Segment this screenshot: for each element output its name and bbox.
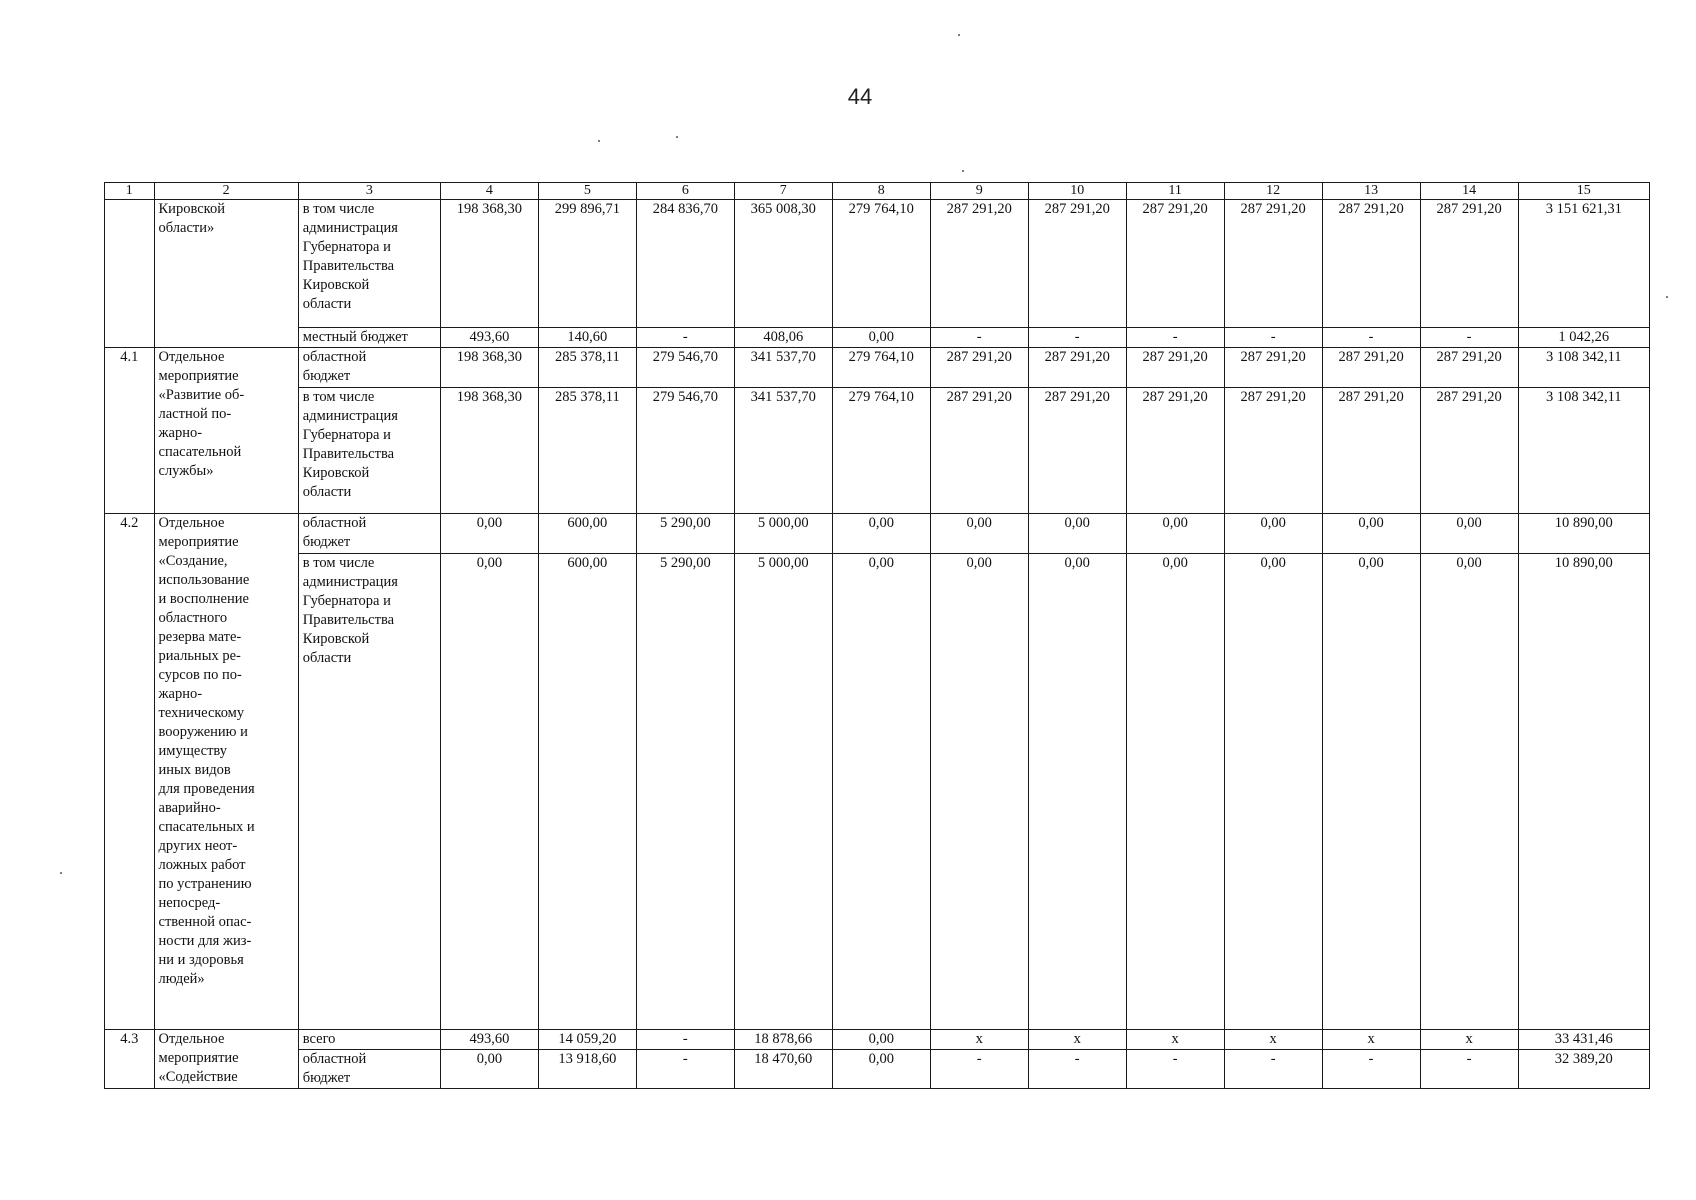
value-cell: 279 764,10 <box>832 348 930 388</box>
value-cell: 0,00 <box>1028 514 1126 554</box>
description-line: жарно- <box>158 686 203 702</box>
value-cell: x <box>1224 1030 1322 1050</box>
value-cell: - <box>636 328 734 348</box>
value-cell: 0,00 <box>440 1050 538 1089</box>
value-cell: 5 000,00 <box>734 514 832 554</box>
col-header: 4 <box>440 183 538 200</box>
description-line: риальных ре- <box>158 648 241 664</box>
value-cell: 287 291,20 <box>1420 388 1518 514</box>
funding-source-line: области <box>302 650 352 666</box>
funding-source-line: Кировской <box>302 631 370 647</box>
value-cell: 0,00 <box>930 514 1028 554</box>
value-cell: 0,00 <box>832 1050 930 1089</box>
value-cell: - <box>930 1050 1028 1089</box>
table-row <box>105 328 1650 348</box>
value-cell: 285 378,11 <box>538 388 636 514</box>
funding-source-line: бюджет <box>302 1070 351 1086</box>
funding-source-line: областной <box>302 1051 367 1067</box>
col-header: 6 <box>636 183 734 200</box>
value-cell: - <box>1322 1050 1420 1089</box>
col-header: 14 <box>1420 183 1518 200</box>
funding-source-cell <box>298 328 440 348</box>
description-line: иных видов <box>158 762 231 778</box>
value-cell: 14 059,20 <box>538 1030 636 1050</box>
value-cell: - <box>636 1030 734 1050</box>
value-cell: 365 008,30 <box>734 200 832 328</box>
description-line: для проведения <box>158 781 255 797</box>
value-cell: 287 291,20 <box>1224 200 1322 328</box>
table-row <box>105 554 1650 1030</box>
value-cell: 3 108 342,11 <box>1518 388 1649 514</box>
description-line: спасательной <box>158 444 242 460</box>
item-number-cell: 4.3 <box>105 1030 155 1089</box>
item-description-cell <box>154 514 298 1030</box>
description-line: и восполнение <box>158 591 249 607</box>
value-cell: 287 291,20 <box>930 200 1028 328</box>
description-line: ственной опас- <box>158 914 252 930</box>
funding-source-line: области <box>302 296 352 312</box>
value-cell: 287 291,20 <box>1126 348 1224 388</box>
funding-source-line: администрация <box>302 574 398 590</box>
value-cell: 408,06 <box>734 328 832 348</box>
value-cell: 279 546,70 <box>636 348 734 388</box>
funding-source-line: Кировской <box>302 277 370 293</box>
value-cell: 0,00 <box>1224 554 1322 1030</box>
value-cell: 0,00 <box>1126 514 1224 554</box>
funding-source-line: администрация <box>302 408 398 424</box>
value-cell: 1 042,26 <box>1518 328 1649 348</box>
value-cell: 13 918,60 <box>538 1050 636 1089</box>
value-cell: 341 537,70 <box>734 348 832 388</box>
value-cell: - <box>1126 1050 1224 1089</box>
description-line: «Развитие об- <box>158 387 245 403</box>
value-cell: 279 764,10 <box>832 388 930 514</box>
value-cell: - <box>1224 328 1322 348</box>
description-line: Отдельное <box>158 349 225 365</box>
funding-source-line: администрация <box>302 220 398 236</box>
value-cell: - <box>1028 1050 1126 1089</box>
value-cell: 0,00 <box>832 1030 930 1050</box>
funding-source-line: в том числе <box>302 555 375 571</box>
col-header: 13 <box>1322 183 1420 200</box>
value-cell: 33 431,46 <box>1518 1030 1649 1050</box>
funding-source-line: областной <box>302 515 367 531</box>
value-cell: 32 389,20 <box>1518 1050 1649 1089</box>
value-cell: - <box>930 328 1028 348</box>
description-line: ни и здоровья <box>158 952 244 968</box>
col-header: 9 <box>930 183 1028 200</box>
description-line: Кировской <box>158 201 225 217</box>
description-line: службы» <box>158 463 214 479</box>
col-header: 11 <box>1126 183 1224 200</box>
value-cell: 287 291,20 <box>1126 388 1224 514</box>
value-cell: 5 290,00 <box>636 554 734 1030</box>
scan-speck <box>60 872 62 874</box>
value-cell: 287 291,20 <box>930 348 1028 388</box>
value-cell: 279 764,10 <box>832 200 930 328</box>
col-header: 3 <box>298 183 440 200</box>
value-cell: 0,00 <box>832 328 930 348</box>
value-cell: 287 291,20 <box>1420 348 1518 388</box>
funding-source-line: в том числе <box>302 389 375 405</box>
funding-source-line: Правительства <box>302 446 395 462</box>
table-row <box>105 200 1650 328</box>
funding-source-line: всего <box>302 1031 336 1047</box>
value-cell: 0,00 <box>1420 514 1518 554</box>
description-line: жарно- <box>158 425 203 441</box>
value-cell: - <box>1224 1050 1322 1089</box>
col-header: 10 <box>1028 183 1126 200</box>
funding-source-line: Губернатора и <box>302 239 391 255</box>
value-cell: - <box>1420 1050 1518 1089</box>
value-cell: 0,00 <box>832 514 930 554</box>
table-row <box>105 388 1650 514</box>
funding-source-line: в том числе <box>302 201 375 217</box>
table-row <box>105 1030 1650 1050</box>
value-cell: 287 291,20 <box>1028 348 1126 388</box>
description-line: мероприятие <box>158 1050 239 1066</box>
value-cell: 198 368,30 <box>440 200 538 328</box>
description-line: людей» <box>158 971 205 987</box>
table-row <box>105 1050 1650 1089</box>
funding-source-line: Губернатора и <box>302 427 391 443</box>
value-cell: 287 291,20 <box>1322 200 1420 328</box>
value-cell: 287 291,20 <box>1126 200 1224 328</box>
value-cell: - <box>1420 328 1518 348</box>
value-cell: 3 151 621,31 <box>1518 200 1649 328</box>
description-line: резерва мате- <box>158 629 242 645</box>
value-cell: 287 291,20 <box>1224 348 1322 388</box>
description-line: спасательных и <box>158 819 255 835</box>
funding-source-line: Губернатора и <box>302 593 391 609</box>
scan-speck <box>1666 296 1668 298</box>
value-cell: 287 291,20 <box>1028 200 1126 328</box>
description-line: Отдельное <box>158 515 225 531</box>
funding-source-line: области <box>302 484 352 500</box>
funding-source-cell <box>298 1050 440 1089</box>
description-line: ности для жиз- <box>158 933 252 949</box>
funding-source-cell <box>298 388 440 514</box>
page-number: 44 <box>847 84 873 109</box>
value-cell: 0,00 <box>1224 514 1322 554</box>
value-cell: 600,00 <box>538 554 636 1030</box>
description-line: области» <box>158 220 215 236</box>
value-cell: 600,00 <box>538 514 636 554</box>
value-cell: 287 291,20 <box>1028 388 1126 514</box>
description-line: мероприятие <box>158 368 239 384</box>
col-header: 8 <box>832 183 930 200</box>
item-number-cell <box>105 200 155 348</box>
value-cell: 0,00 <box>1028 554 1126 1030</box>
description-line: мероприятие <box>158 534 239 550</box>
value-cell: 140,60 <box>538 328 636 348</box>
funding-source-line: Правительства <box>302 258 395 274</box>
funding-source-line: местный бюджет <box>302 329 408 345</box>
header-row <box>105 183 1650 200</box>
funding-source-line: областной <box>302 349 367 365</box>
item-description-cell <box>154 200 298 348</box>
description-line: ложных работ <box>158 857 246 873</box>
funding-source-cell <box>298 348 440 388</box>
col-header: 5 <box>538 183 636 200</box>
value-cell: 0,00 <box>832 554 930 1030</box>
description-line: ластной по- <box>158 406 232 422</box>
description-line: областного <box>158 610 228 626</box>
description-line: использование <box>158 572 250 588</box>
value-cell: 18 470,60 <box>734 1050 832 1089</box>
value-cell: 287 291,20 <box>930 388 1028 514</box>
funding-source-line: Правительства <box>302 612 395 628</box>
value-cell: - <box>1028 328 1126 348</box>
value-cell: 493,60 <box>440 1030 538 1050</box>
value-cell: 287 291,20 <box>1322 388 1420 514</box>
scan-speck <box>676 136 678 138</box>
value-cell: 0,00 <box>1126 554 1224 1030</box>
value-cell: 5 000,00 <box>734 554 832 1030</box>
scan-speck <box>962 170 964 172</box>
value-cell: 10 890,00 <box>1518 554 1649 1030</box>
table-row <box>105 348 1650 388</box>
value-cell: x <box>1322 1030 1420 1050</box>
funding-source-line: бюджет <box>302 534 351 550</box>
value-cell: - <box>636 1050 734 1089</box>
description-line: техническому <box>158 705 245 721</box>
value-cell: 3 108 342,11 <box>1518 348 1649 388</box>
value-cell: 287 291,20 <box>1322 348 1420 388</box>
value-cell: 0,00 <box>440 554 538 1030</box>
value-cell: 341 537,70 <box>734 388 832 514</box>
item-number-cell: 4.1 <box>105 348 155 514</box>
description-line: Отдельное <box>158 1031 225 1047</box>
description-line: «Содействие <box>158 1069 238 1085</box>
funding-source-cell <box>298 1030 440 1050</box>
description-line: сурсов по по- <box>158 667 242 683</box>
value-cell: 0,00 <box>440 514 538 554</box>
value-cell: 198 368,30 <box>440 388 538 514</box>
value-cell: - <box>1322 328 1420 348</box>
item-description-cell <box>154 348 298 514</box>
value-cell: 0,00 <box>1322 514 1420 554</box>
value-cell: x <box>1126 1030 1224 1050</box>
value-cell: 285 378,11 <box>538 348 636 388</box>
funding-source-cell <box>298 200 440 328</box>
budget-table <box>104 182 1650 1089</box>
value-cell: 284 836,70 <box>636 200 734 328</box>
scan-speck <box>958 34 960 36</box>
value-cell: 198 368,30 <box>440 348 538 388</box>
value-cell: 299 896,71 <box>538 200 636 328</box>
col-header: 15 <box>1518 183 1649 200</box>
value-cell: 287 291,20 <box>1224 388 1322 514</box>
col-header: 12 <box>1224 183 1322 200</box>
item-number-cell: 4.2 <box>105 514 155 1030</box>
description-line: непосред- <box>158 895 221 911</box>
value-cell: x <box>930 1030 1028 1050</box>
funding-source-cell <box>298 554 440 1030</box>
value-cell: x <box>1420 1030 1518 1050</box>
value-cell: 0,00 <box>1420 554 1518 1030</box>
value-cell: - <box>1126 328 1224 348</box>
description-line: «Создание, <box>158 553 228 569</box>
col-header: 1 <box>105 183 155 200</box>
description-line: по устранению <box>158 876 252 892</box>
value-cell: 279 546,70 <box>636 388 734 514</box>
scan-speck <box>598 140 600 142</box>
description-line: других неот- <box>158 838 238 854</box>
col-header: 2 <box>154 183 298 200</box>
col-header: 7 <box>734 183 832 200</box>
value-cell: 10 890,00 <box>1518 514 1649 554</box>
value-cell: 493,60 <box>440 328 538 348</box>
item-description-cell <box>154 1030 298 1089</box>
value-cell: 18 878,66 <box>734 1030 832 1050</box>
funding-source-line: Кировской <box>302 465 370 481</box>
value-cell: 287 291,20 <box>1420 200 1518 328</box>
description-line: имуществу <box>158 743 228 759</box>
funding-source-cell <box>298 514 440 554</box>
value-cell: 5 290,00 <box>636 514 734 554</box>
description-line: аварийно- <box>158 800 221 816</box>
funding-source-line: бюджет <box>302 368 351 384</box>
value-cell: 0,00 <box>930 554 1028 1030</box>
description-line: вооружению и <box>158 724 248 740</box>
value-cell: 0,00 <box>1322 554 1420 1030</box>
table-row <box>105 514 1650 554</box>
value-cell: x <box>1028 1030 1126 1050</box>
